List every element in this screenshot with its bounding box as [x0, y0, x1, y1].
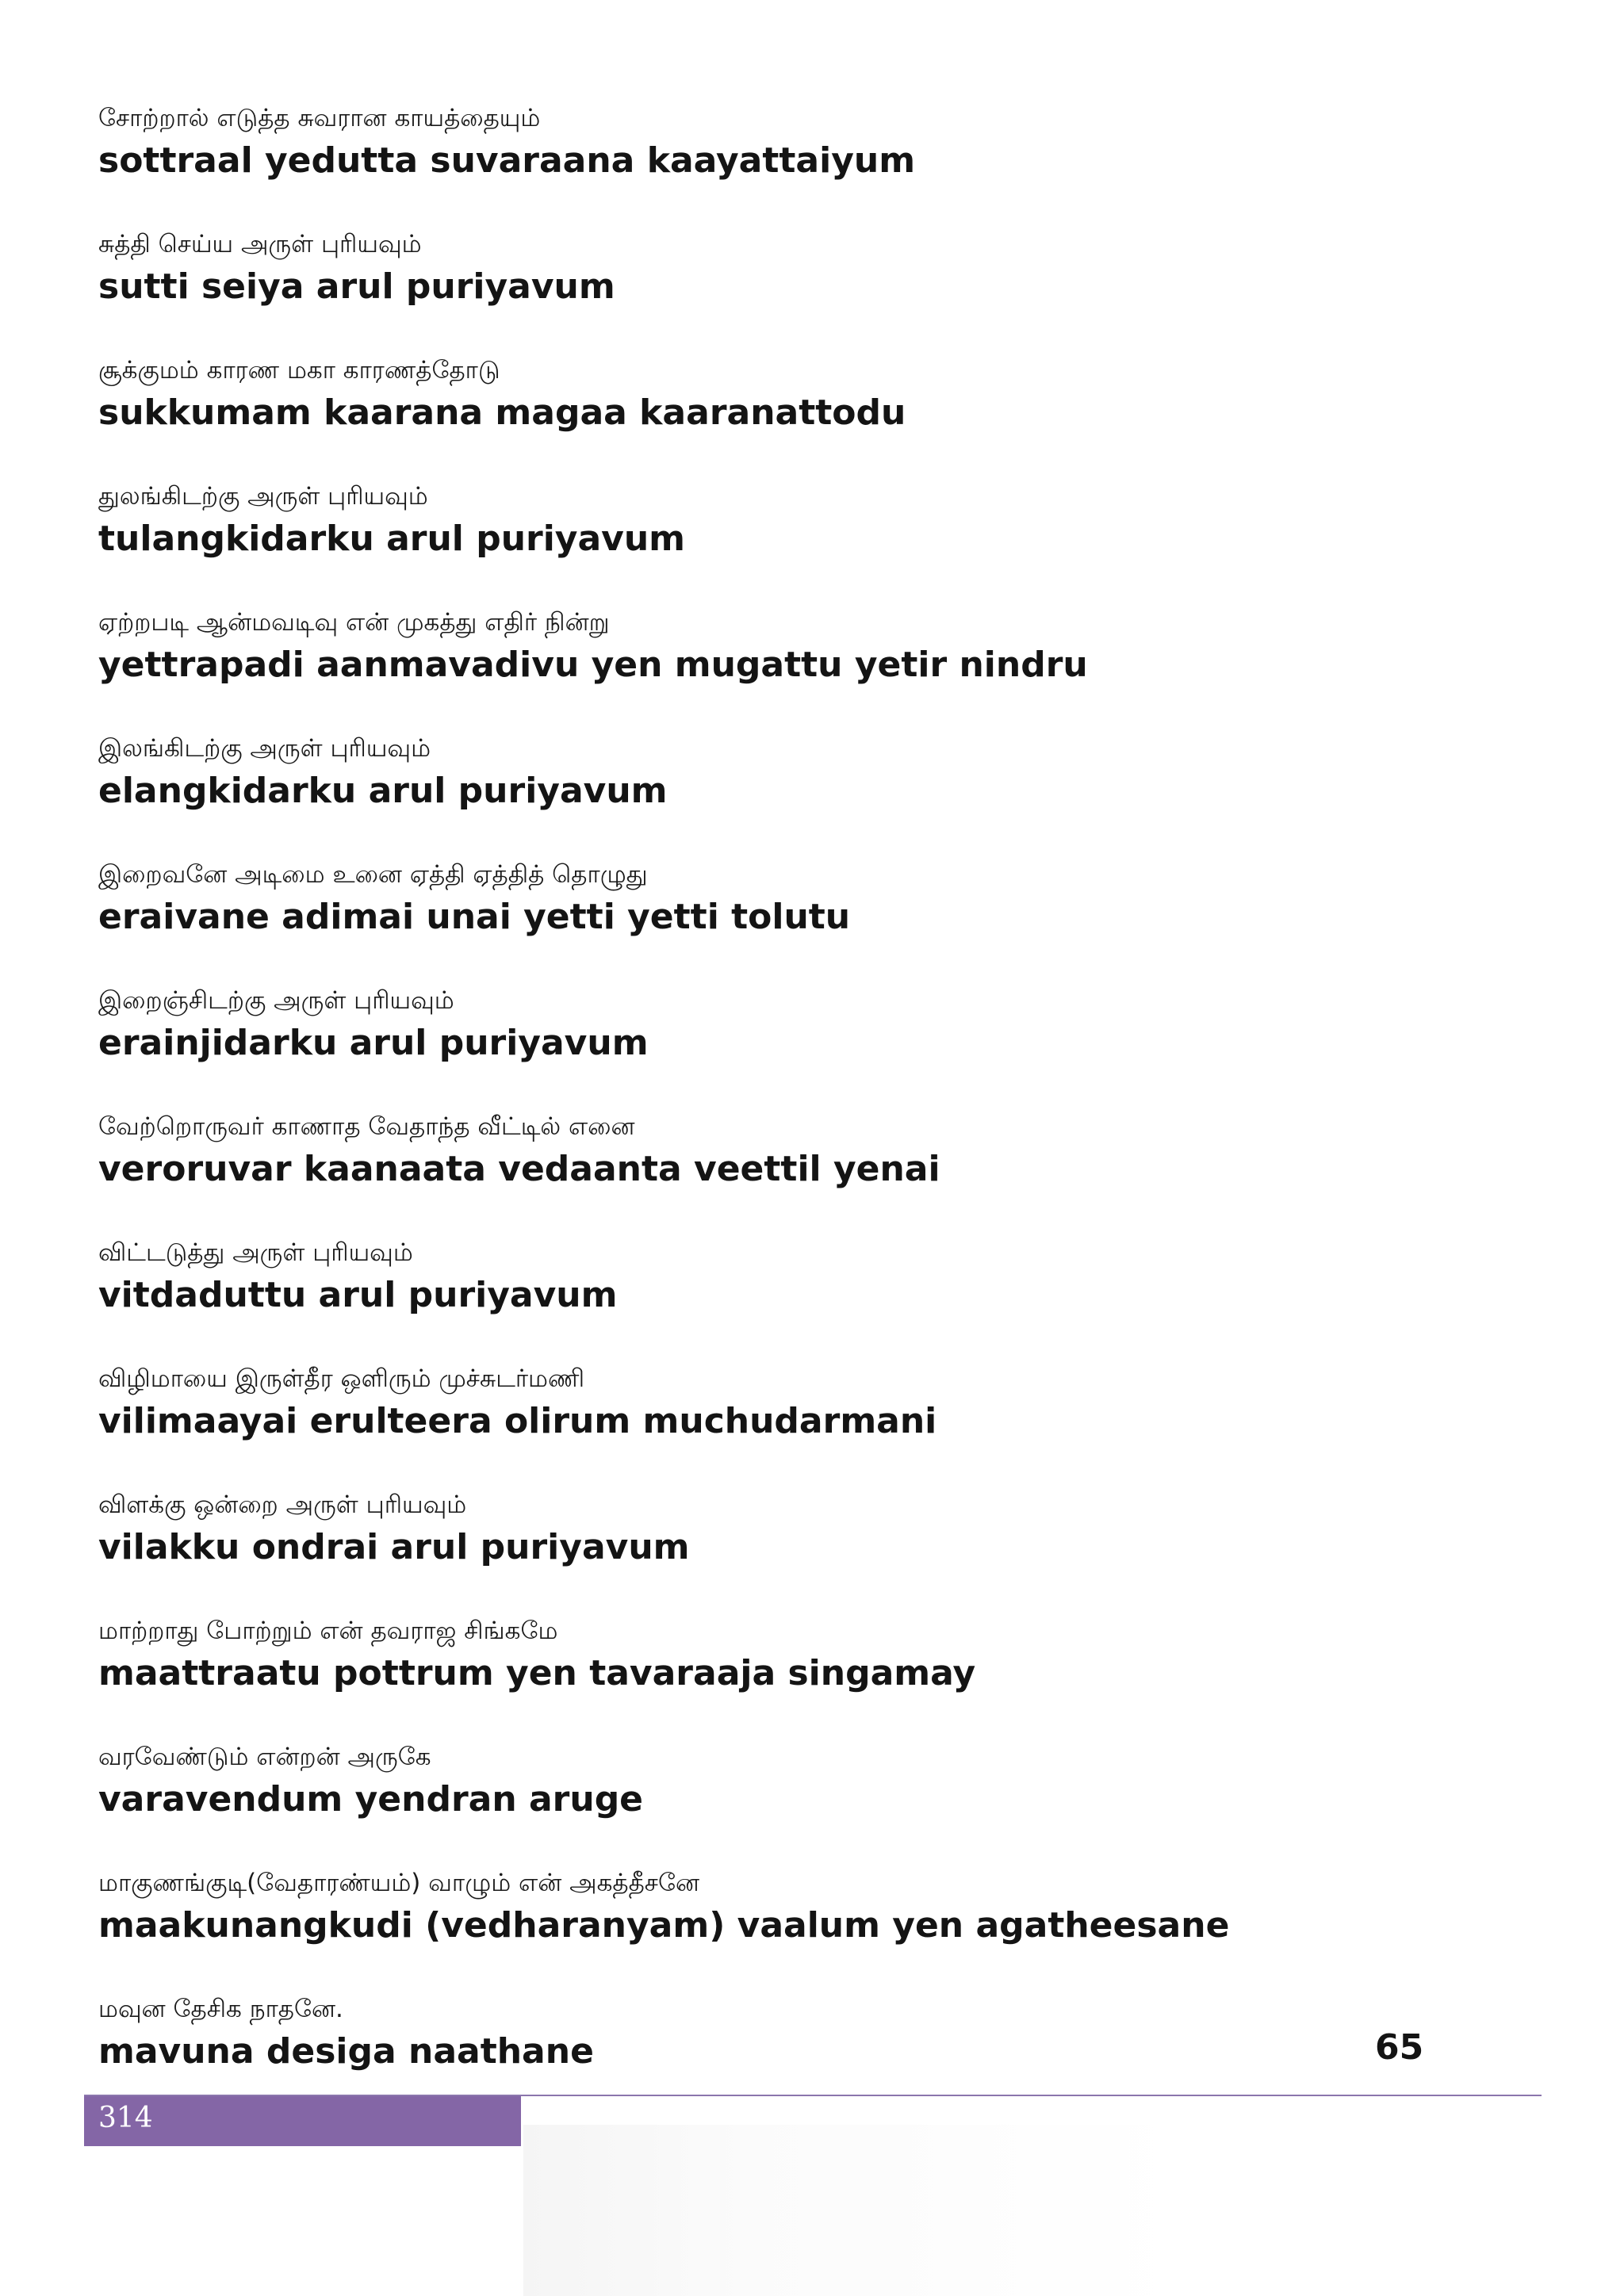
- tamil-text: விளக்கு ஒன்றை அருள் புரியவும்: [98, 1490, 467, 1519]
- tamil-text: மாற்றாது போற்றும் என் தவராஜ சிங்கமே: [98, 1617, 558, 1645]
- transliteration-text: vilimaayai erulteera olirum muchudarmani: [98, 1401, 937, 1441]
- transliteration-text: sukkumam kaarana magaa kaaranattodu: [98, 392, 906, 433]
- verse-line: [98, 730, 1446, 856]
- tamil-text: இலங்கிடற்கு அருள் புரியவும்: [98, 734, 431, 763]
- verse-line: [98, 1360, 1446, 1487]
- tamil-text: விட்டடுத்து அருள் புரியவும்: [98, 1238, 413, 1267]
- transliteration-text: yettrapadi aanmavadivu yen mugattu yetir nindru: [98, 645, 1088, 685]
- verse-line: [98, 1108, 1446, 1234]
- verse-line: [98, 1739, 1446, 1865]
- page-number: 314: [98, 2102, 153, 2134]
- verse-number: 65: [1375, 2027, 1424, 2068]
- tamil-text: சுத்தி செய்ய அருள் புரியவும்: [98, 230, 422, 258]
- transliteration-text: maakunangkudi (vedharanyam) vaalum yen agatheesane: [98, 1905, 1230, 1946]
- transliteration-text: tulangkidarku arul puriyavum: [98, 519, 686, 559]
- transliteration-text: mavuna desiga naathane: [98, 2031, 594, 2072]
- transliteration-text: varavendum yendran aruge: [98, 1779, 644, 1820]
- transliteration-text: veroruvar kaanaata vedaanta veettil yenai: [98, 1149, 940, 1189]
- tamil-text: இறைஞ்சிடற்கு அருள் புரியவும்: [98, 986, 454, 1015]
- transliteration-text: maattraatu pottrum yen tavaraaja singamay: [98, 1653, 976, 1693]
- tamil-text: வரவேண்டும் என்றன் அருகே: [98, 1743, 431, 1771]
- tamil-text: மவுன தேசிக நாதனே.: [98, 1995, 343, 2023]
- verse-line: [98, 856, 1446, 982]
- verse-line: [98, 1234, 1446, 1360]
- verse-line: [98, 226, 1446, 352]
- transliteration-text: sutti seiya arul puriyavum: [98, 266, 615, 307]
- tamil-text: விழிமாயை இருள்தீர ஒளிரும் முச்சுடர்மணி: [98, 1364, 585, 1393]
- verse-line: [98, 1613, 1446, 1739]
- transliteration-text: erainjidarku arul puriyavum: [98, 1023, 649, 1063]
- verse-line: [98, 478, 1446, 604]
- tamil-text: துலங்கிடற்கு அருள் புரியவும்: [98, 482, 428, 511]
- tamil-text: மாகுணங்குடி(வேதாரண்யம்) வாழும் என் அகத்தீசனே: [98, 1869, 700, 1897]
- tamil-text: சூக்குமம் காரண மகா காரணத்தோடு: [98, 356, 500, 385]
- tamil-text: வேற்றொருவர் காணாத வேதாந்த வீட்டில் எனை: [98, 1112, 635, 1141]
- verse-line: [98, 352, 1446, 478]
- transliteration-text: eraivane adimai unai yetti yetti tolutu: [98, 897, 851, 937]
- transliteration-text: elangkidarku arul puriyavum: [98, 771, 668, 811]
- verse-line: [98, 604, 1446, 730]
- tamil-text: ஏற்றபடி ஆன்மவடிவு என் முகத்து எதிர் நின்று: [98, 608, 610, 637]
- verse-line: [98, 982, 1446, 1108]
- verse-line: [98, 1487, 1446, 1613]
- transliteration-text: sottraal yedutta suvaraana kaayattaiyum: [98, 140, 916, 181]
- transliteration-text: vilakku ondrai arul puriyavum: [98, 1527, 690, 1567]
- verse-line: [98, 100, 1446, 226]
- tamil-text: இறைவனே அடிமை உனை ஏத்தி ஏத்தித் தொழுது: [98, 860, 648, 889]
- transliteration-text: vitdaduttu arul puriyavum: [98, 1275, 618, 1315]
- tamil-text: சோற்றால் எடுத்த சுவரான காயத்தையும்: [98, 104, 541, 132]
- scan-shading: [523, 2125, 1624, 2296]
- verse-list: [98, 100, 1446, 2117]
- verse-line: [98, 1865, 1446, 1991]
